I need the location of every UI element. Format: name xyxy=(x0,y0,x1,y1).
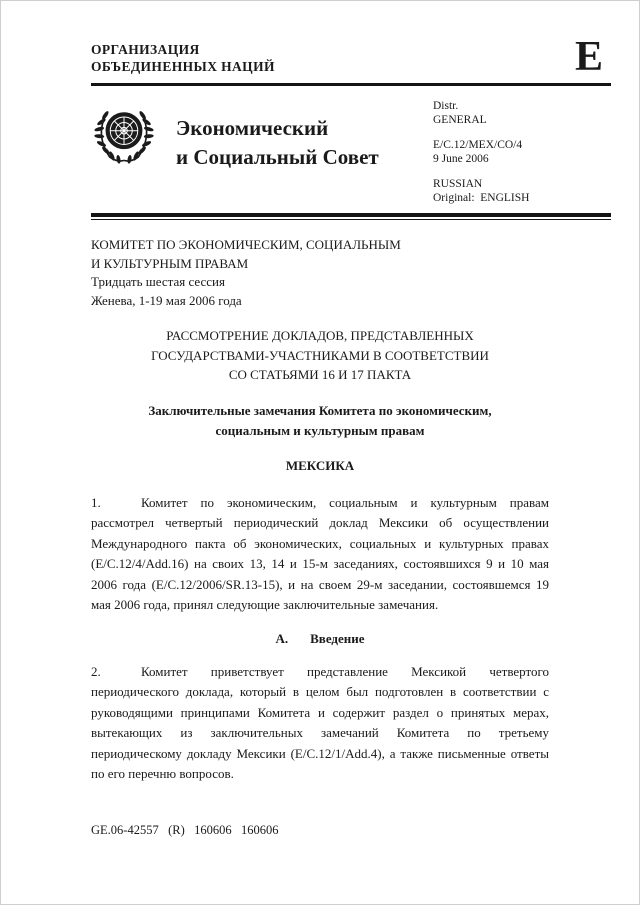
document-title-line2: ГОСУДАРСТВАМИ-УЧАСТНИКАМИ В СООТВЕТСТВИИ xyxy=(151,347,489,363)
document-subtitle-line2: социальным и культурным правам xyxy=(215,422,425,438)
spacer xyxy=(433,127,611,139)
masthead xyxy=(91,86,611,213)
paragraph-1-text: Комитет по экономическим, социальным и культурным правам рассмотрел четвертый периодический доклад Мексики об осуществлении Международного пакта об экономических, социальных и культурных правах (E/C.12/4/Add.16) на своих 13, 14 и 15-м заседаниях, состоявшихся 9 и 10 мая 2006 года (E/C.12/2006/SR.13-15), и на своем 29-м заседании, состоявшемся 19 мая 2006 года, принял следующие заключительные замечания. xyxy=(91,494,549,612)
document-body xyxy=(1,220,639,785)
paragraph-1-number: 1. xyxy=(91,494,101,510)
document-title-line3: СО СТАТЬЯМИ 16 И 17 ПАКТА xyxy=(228,367,412,382)
doc-symbol: E/C.12/MEX/CO/4 xyxy=(433,139,523,151)
org-row xyxy=(91,34,611,80)
council-title xyxy=(176,98,433,205)
section-a-heading xyxy=(91,630,549,648)
emblem-box xyxy=(91,98,176,205)
distr-label: Distr. xyxy=(433,100,459,112)
header-rule-thick xyxy=(91,213,611,217)
section-a-label: A. xyxy=(275,630,289,646)
doc-date: 9 June 2006 xyxy=(433,152,489,165)
paragraph-2 xyxy=(91,662,549,785)
session-number: Тридцать шестая сессия xyxy=(91,274,225,289)
council-title-line1: Экономический xyxy=(176,116,329,140)
committee-name-line2: И КУЛЬТУРНЫМ ПРАВАМ xyxy=(91,255,249,271)
doc-language: RUSSIAN xyxy=(433,178,483,190)
document-header xyxy=(1,1,639,220)
section-a-title: Введение xyxy=(310,630,365,646)
paragraph-1 xyxy=(91,493,549,616)
series-letter: E xyxy=(574,34,603,80)
un-emblem-icon xyxy=(91,102,157,166)
paragraph-2-number: 2. xyxy=(91,663,101,679)
committee-block xyxy=(91,236,549,310)
document-reference-footer: GE.06-42557 (R) 160606 160606 xyxy=(91,823,279,837)
spacer xyxy=(433,166,611,178)
org-name-line1: ОРГАНИЗАЦИЯ xyxy=(91,42,200,57)
council-title-line2: и Социальный Совет xyxy=(176,145,379,169)
session-venue: Женева, 1-19 мая 2006 года xyxy=(91,292,242,308)
paragraph-2-text: Комитет приветствует представление Мексикой четвертого периодического доклада, который в целом был подготовлен в соответствии с руководящими принципами Комитета и содержит раздел о принятых мерах, вытекающих из заключительных замечаний Комитета по третьему периодическому докладу Мексики (E/C.12/1/Add.4), а также письменные ответы по его перечню вопросов. xyxy=(91,663,549,781)
distr-value: GENERAL xyxy=(433,113,487,126)
committee-name-line1: КОМИТЕТ ПО ЭКОНОМИЧЕСКИМ, СОЦИАЛЬНЫМ xyxy=(91,237,401,252)
org-name xyxy=(91,41,275,75)
document-info xyxy=(433,98,611,205)
doc-original-language: Original: ENGLISH xyxy=(433,191,530,204)
document-title-line1: РАССМОТРЕНИЕ ДОКЛАДОВ, ПРЕДСТАВЛЕННЫХ xyxy=(166,328,474,343)
document-subtitle-line1: Заключительные замечания Комитета по экономическим, xyxy=(148,402,492,418)
document-subtitle xyxy=(91,401,549,441)
country-heading: МЕКСИКА xyxy=(285,457,355,473)
org-name-line2: ОБЪЕДИНЕННЫХ НАЦИЙ xyxy=(91,59,275,74)
document-title xyxy=(91,326,549,385)
